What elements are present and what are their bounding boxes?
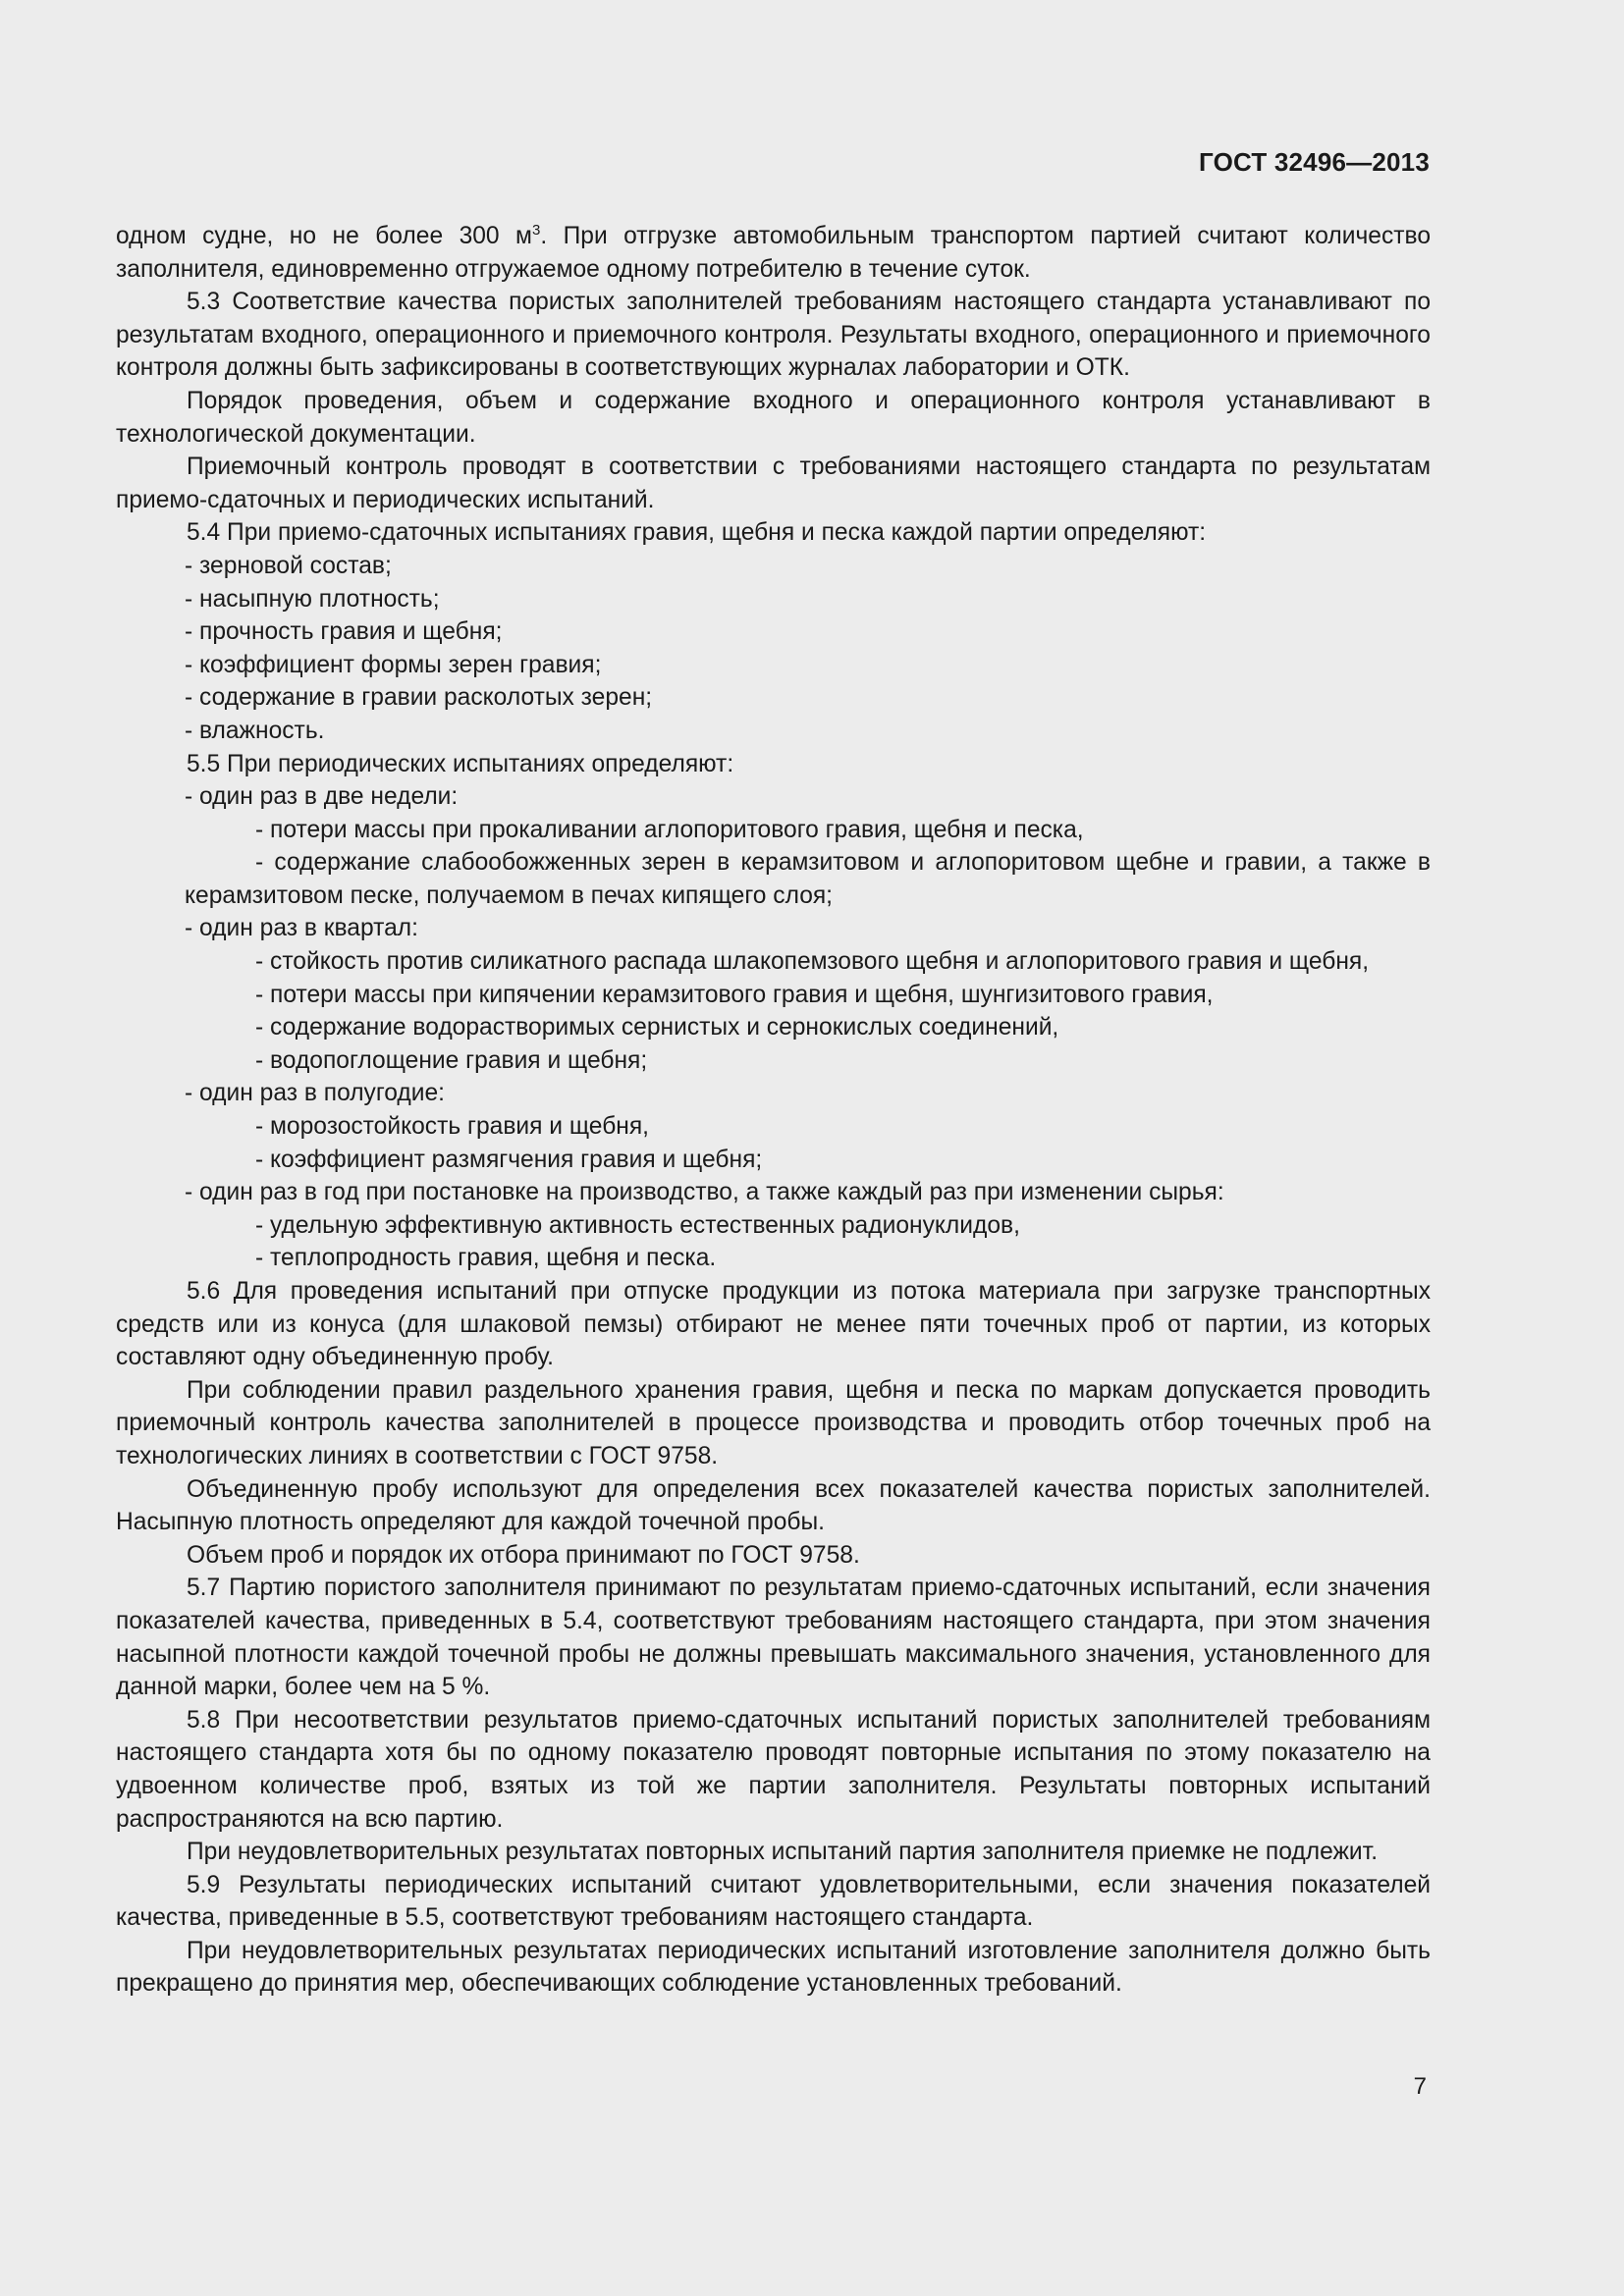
paragraph: Порядок проведения, объем и содержание входного и операционного контроля устанавливают в технологической документации.	[116, 387, 1431, 448]
list-item: - насыпную плотность;	[185, 585, 440, 613]
list-subitem: - удельную эффективную активность естественных радионуклидов,	[255, 1211, 1020, 1239]
list-item: - прочность гравия и щебня;	[185, 618, 503, 646]
list-subitem: - потери массы при прокаливании аглопоритового гравия, щебня и песка,	[255, 816, 1084, 843]
list-item-quarterly: - один раз в квартал:	[185, 915, 418, 942]
paragraph: При неудовлетворительных результатах повторных испытаний партия заполнителя приемке не подлежит.	[187, 1839, 1379, 1866]
paragraph: Объединенную пробу используют для определения всех показателей качества пористых заполнителей. Насыпную плотность определяют для каждой точечной пробы.	[116, 1475, 1431, 1536]
list-subitem: - морозостойкость гравия и щебня,	[255, 1113, 650, 1141]
document-body	[116, 220, 1431, 2001]
superscript: 3	[531, 221, 541, 239]
list-subitem: - теплопродность гравия, щебня и песка.	[255, 1245, 717, 1272]
list-item: - содержание в гравии расколотых зерен;	[185, 684, 653, 712]
paragraph: Приемочный контроль проводят в соответствии с требованиями настоящего стандарта по результатам приемо-сдаточных и периодических испытаний.	[116, 454, 1431, 513]
list-item: - зерновой состав;	[185, 552, 392, 579]
list-subitem: - коэффициент размягчения гравия и щебня;	[255, 1146, 763, 1173]
list-subitem: - потери массы при кипячении керамзитового гравия и щебня, шунгизитового гравия,	[255, 981, 1214, 1008]
paragraph-5-7: 5.7 Партию пористого заполнителя принимают по результатам приемо-сдаточных испытаний, если значения показателей качества, приведенных в 5.4, соответствуют требованиям настоящего стандарта, при этом значения насыпной плотности каждой точечной пробы не должны превышать максимального значения, установленного для данной марки, более чем на 5 %.	[116, 1575, 1431, 1701]
list-subitem: - стойкость против силикатного распада шлакопемзового щебня и аглопоритового гравия и щебня,	[255, 948, 1370, 976]
paragraph-5-4: 5.4 При приемо-сдаточных испытаниях гравия, щебня и песка каждой партии определяют:	[187, 519, 1207, 547]
paragraph: При неудовлетворительных результатах периодических испытаний изготовление заполнителя должно быть прекращено до принятия мер, обеспечивающих соблюдение установленных требований.	[116, 1937, 1431, 1998]
paragraph-text: одном судне, но не более 300 м	[116, 223, 532, 249]
document-header: ГОСТ 32496—2013	[1199, 147, 1430, 177]
paragraph: При соблюдении правил раздельного хранения гравия, щебня и песка по маркам допускается проводить приемочный контроль качества заполнителей в процессе производства и проводить отбор точечных проб на технологических линиях в соответствии с ГОСТ 9758.	[116, 1376, 1431, 1469]
list-item-semiannual: - один раз в полугодие:	[185, 1080, 446, 1107]
paragraph-5-8: 5.8 При несоответствии результатов приемо-сдаточных испытаний пористых заполнителей требованиям настоящего стандарта хотя бы по одному показателю проводят повторные испытания по этому показателю на удвоенном количестве проб, взятых из той же партии заполнителя. Результаты повторных испытаний распространяются на всю партию.	[116, 1706, 1431, 1833]
list-item-biweekly: - один раз в две недели:	[185, 783, 459, 811]
list-item-annual: - один раз в год при постановке на производство, а также каждый раз при изменении сырья:	[185, 1179, 1224, 1206]
paragraph-5-5: 5.5 При периодических испытаниях определяют:	[187, 750, 734, 777]
paragraph-5-6: 5.6 Для проведения испытаний при отпуске продукции из потока материала при загрузке транспортных средств или из конуса (для шлаковой пемзы) отбирают не менее пяти точечных проб от партии, из которых составляют одну объединенную пробу.	[116, 1278, 1431, 1371]
list-item: - коэффициент формы зерен гравия;	[185, 651, 602, 678]
paragraph-5-3: 5.3 Соответствие качества пористых заполнителей требованиям настоящего стандарта устанавливают по результатам входного, операционного и приемочного контроля. Результаты входного, операционного и приемочного контроля должны быть зафиксированы в соответствующих журналах лаборатории и ОТК.	[116, 289, 1431, 382]
list-subitem: - содержание водорастворимых сернистых и сернокислых соединений,	[255, 1014, 1059, 1041]
paragraph-text: . При отгрузке автомобильным транспортом партией считают количество заполнителя, единовременно отгружаемое одному потребителю в течение суток.	[116, 223, 1431, 283]
list-subitem: - содержание слабообожженных зерен в керамзитовом и аглопоритовом щебне и гравии, а также в керамзитовом песке, получаемом в печах кипящего слоя;	[185, 849, 1431, 909]
paragraph-continuation	[116, 220, 1431, 286]
list-subitem: - водопоглощение гравия и щебня;	[255, 1046, 648, 1074]
list-item: - влажность.	[185, 717, 325, 744]
page-number: 7	[1413, 2073, 1427, 2100]
paragraph: Объем проб и порядок их отбора принимают по ГОСТ 9758.	[187, 1541, 860, 1569]
paragraph-5-9: 5.9 Результаты периодических испытаний считают удовлетворительными, если значения показателей качества, приведенные в 5.5, соответствуют требованиям настоящего стандарта.	[116, 1871, 1431, 1932]
